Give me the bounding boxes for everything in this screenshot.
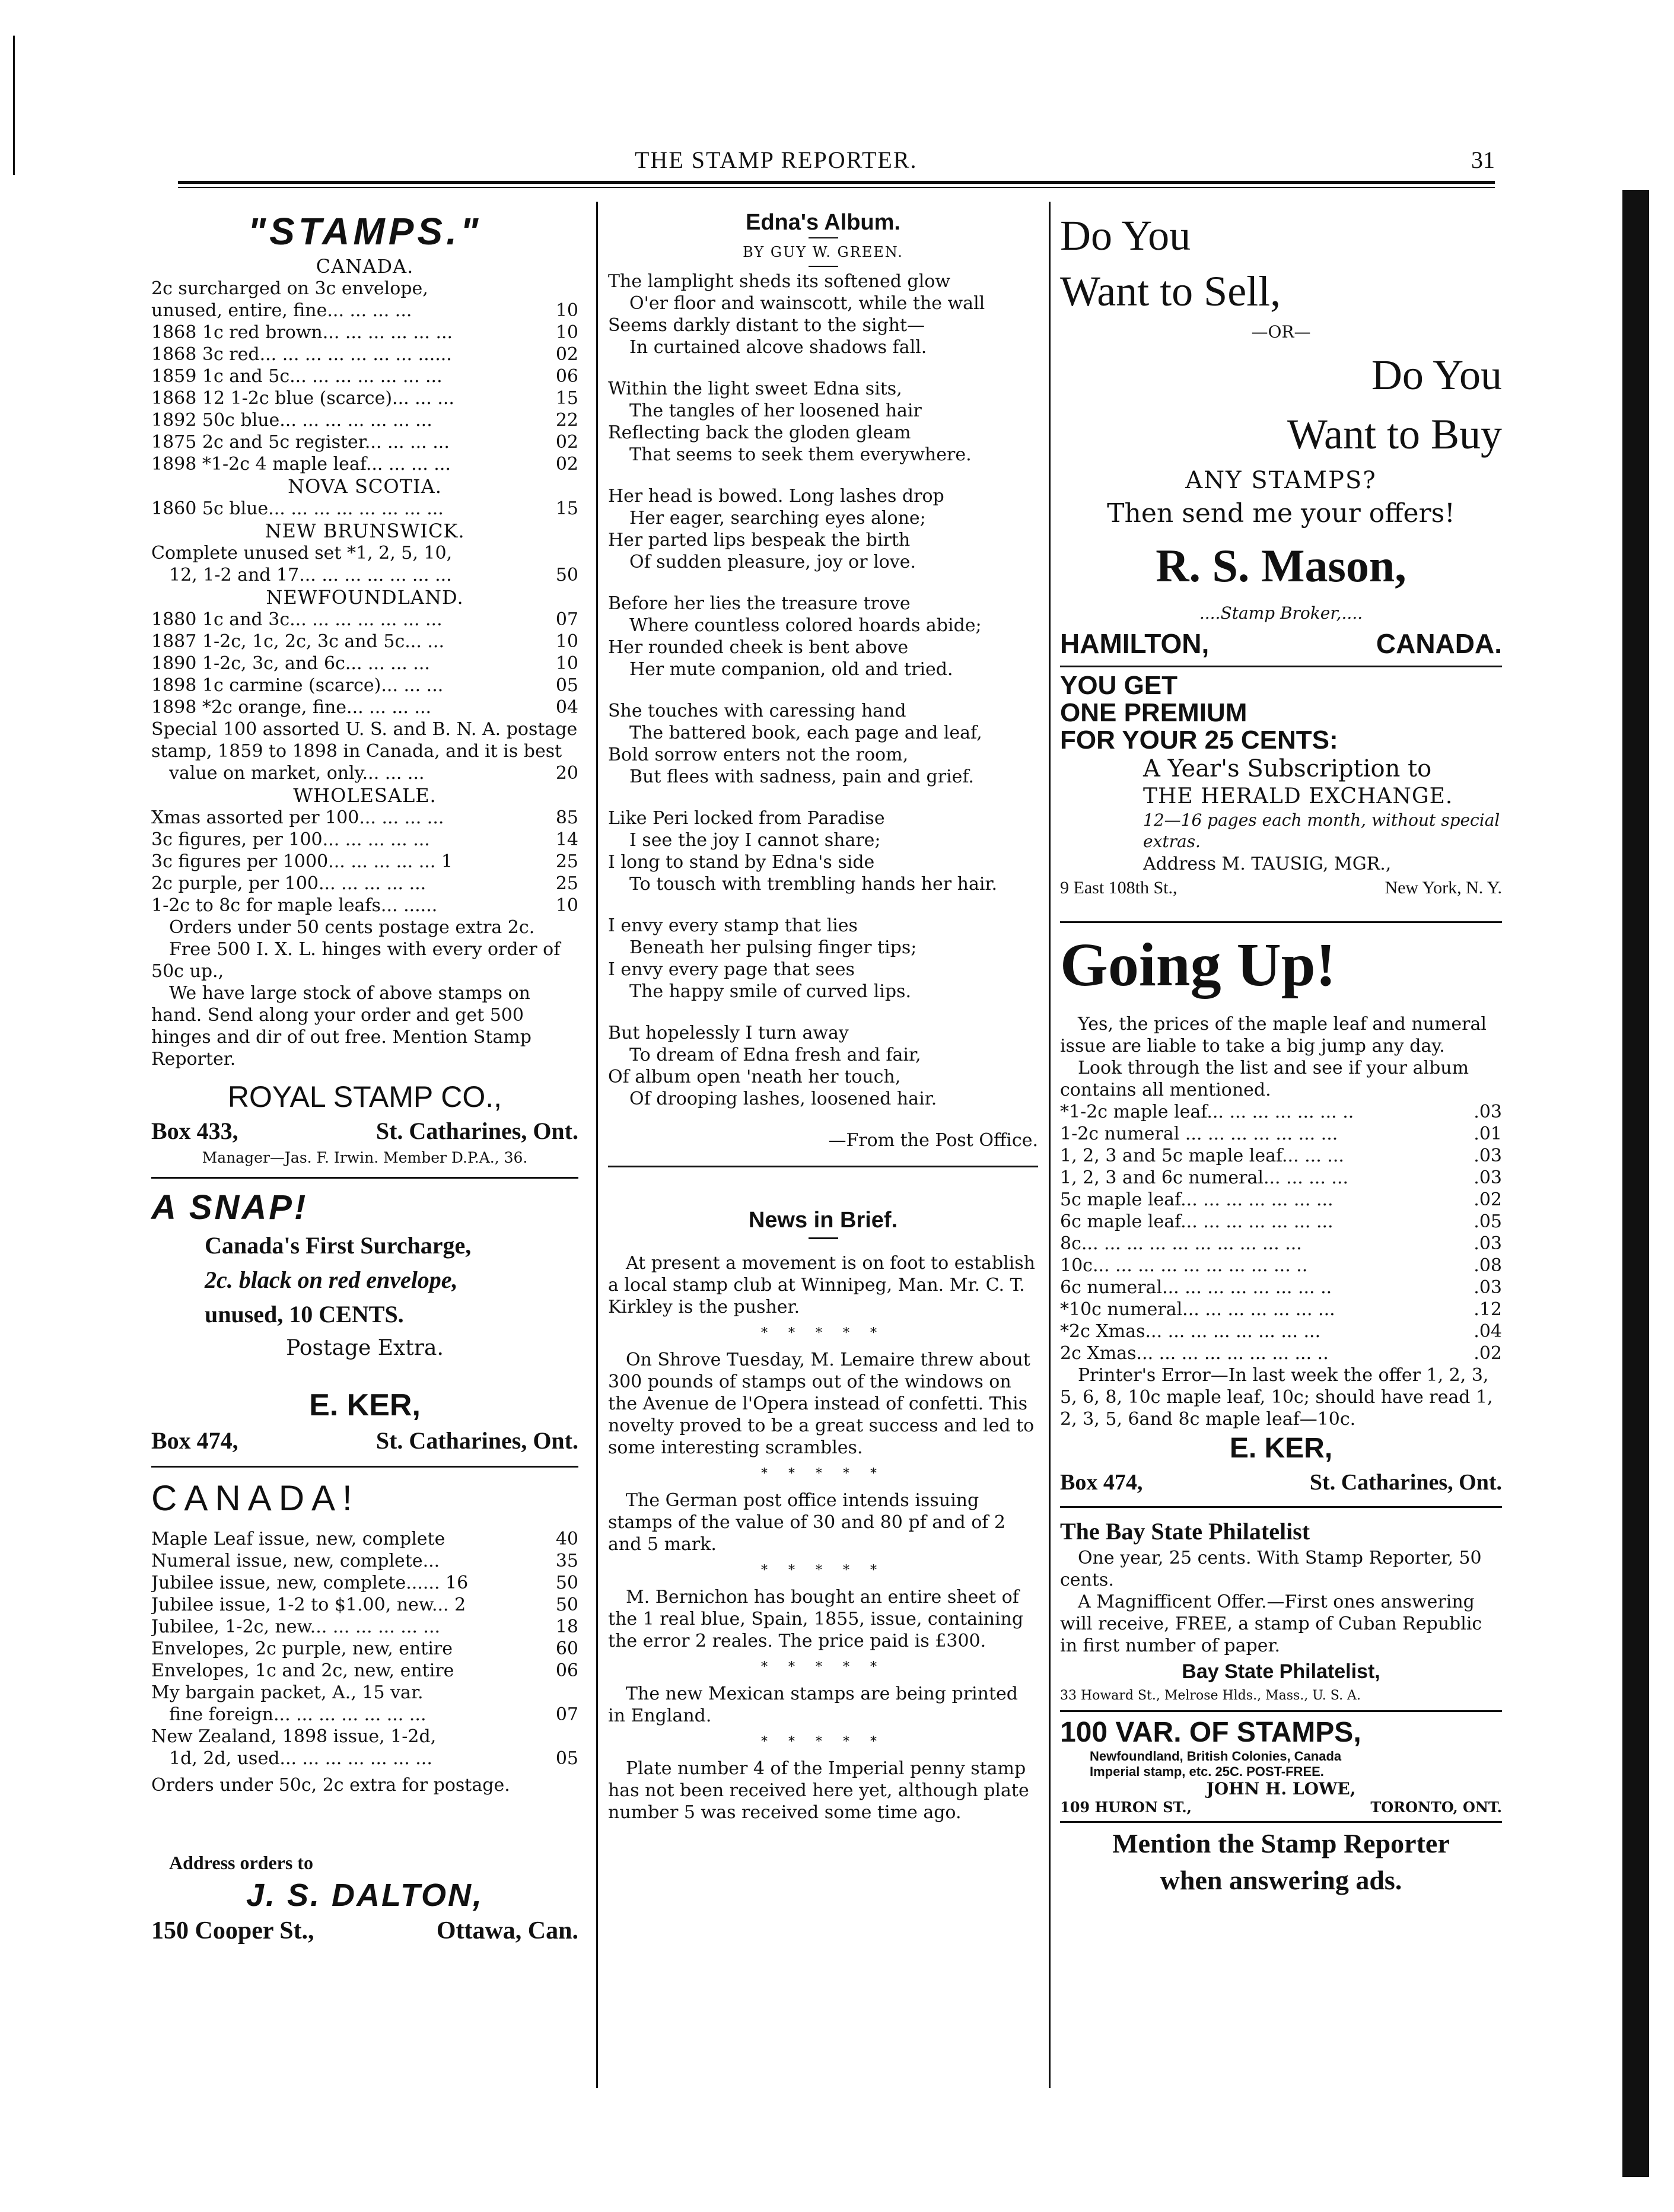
- price-item: *2c Xmas... ... ... ... ... ... ... ...: [1060, 1321, 1321, 1342]
- price-item: 1890 1-2c, 3c, and 6c... ... ... ...: [151, 653, 430, 674]
- price-item: 5c maple leaf... ... ... ... ... ... ...: [1060, 1189, 1334, 1210]
- price-row: [151, 1528, 578, 1550]
- poem-line: The happy smile of curved lips.: [629, 981, 911, 1002]
- price-row: [151, 1550, 578, 1572]
- price-value: 07: [555, 1704, 578, 1725]
- price-item: Jubilee issue, 1-2 to $1.00, new... 2: [151, 1594, 466, 1615]
- price-item: *10c numeral... ... ... ... ... ... ...: [1060, 1299, 1335, 1320]
- poem-line: I envy every stamp that lies: [608, 915, 858, 936]
- price-item: 3c figures per 1000... ... ... ... ... 1: [151, 851, 453, 872]
- price-item: 1, 2, 3 and 5c maple leaf... ... ...: [1060, 1145, 1344, 1166]
- premium-location: [1060, 876, 1502, 900]
- price-value: 40: [555, 1529, 578, 1549]
- price-row: [151, 453, 578, 475]
- snap-line-3: unused, 10 CENTS.: [205, 1301, 404, 1328]
- poem-stanza: [608, 485, 1038, 573]
- news-item: On Shrove Tuesday, M. Lemaire threw about 300 pounds of stamps out of the windows on the Avenue de l'Opera instead of confetti. This novelty proved to be a great success and led to some interesting scrambles.: [608, 1350, 1035, 1458]
- column-left: [151, 208, 578, 1947]
- divider: [608, 1166, 1038, 1167]
- price-value: 06: [555, 366, 578, 387]
- ker-name: E. KER,: [309, 1388, 421, 1422]
- news-title: News in Brief.: [748, 1208, 898, 1233]
- price-item: 2c Xmas... ... ... ... ... ... ... ... ..: [1060, 1343, 1329, 1364]
- price-value: .03: [1473, 1145, 1502, 1166]
- price-value: 05: [555, 1748, 578, 1769]
- canada-offer-list: [151, 1528, 578, 1682]
- var-city: TORONTO, ONT.: [1370, 1799, 1502, 1816]
- var-title: 100 VAR. OF STAMPS,: [1060, 1717, 1361, 1748]
- poem-line: Before her lies the treasure trove: [608, 593, 911, 614]
- price-item: 1859 1c and 5c... ... ... ... ... ... ...: [151, 366, 443, 387]
- orders2-note: Orders under 50c, 2c extra for postage.: [151, 1775, 510, 1796]
- price-row: [1060, 1167, 1502, 1189]
- bay-title: The Bay State Philatelist: [1060, 1518, 1310, 1545]
- nb-line: Complete unused set *1, 2, 5, 10,: [151, 543, 453, 564]
- poem-author: BY GUY W. GREEN.: [743, 244, 903, 260]
- price-item: 1892 50c blue... ... ... ... ... ... ...: [151, 410, 432, 431]
- bay-offer: A Magnifficent Offer.—First ones answering will receive, FREE, a stamp of Cuban Republic in first number of paper.: [1060, 1592, 1482, 1656]
- poem-line: I long to stand by Edna's side: [608, 852, 875, 873]
- new-zealand-price: [151, 1748, 578, 1769]
- column-divider-2: [1049, 202, 1051, 2088]
- poem-stanza: [608, 1022, 1038, 1110]
- price-value: 15: [555, 388, 578, 409]
- price-item: Jubilee issue, new, complete...... 16: [151, 1573, 469, 1593]
- nova-scotia-price-list: [151, 498, 578, 520]
- ad-then-send: Then send me your offers!: [1107, 498, 1455, 529]
- premium-line-3: FOR YOUR 25 CENTS:: [1060, 725, 1338, 755]
- price-value: .01: [1473, 1123, 1502, 1144]
- price-item: 1898 1c carmine (scarce)... ... ...: [151, 675, 444, 696]
- premium-line-2: ONE PREMIUM: [1060, 698, 1247, 727]
- news-separator: * * * * *: [761, 1660, 885, 1675]
- price-row: [1060, 1101, 1502, 1123]
- price-value: 05: [555, 675, 578, 696]
- poem-line: O'er floor and wainscott, while the wall: [629, 293, 985, 314]
- price-item: 1868 3c red... ... ... ... ... ... ... ......: [151, 344, 452, 365]
- poem-line: The lamplight sheds its softened glow: [608, 271, 950, 292]
- price-value: .12: [1473, 1299, 1502, 1320]
- poem-stanza: [608, 700, 1038, 788]
- poem-line: She touches with caressing hand: [608, 701, 906, 721]
- bay-text: One year, 25 cents. With Stamp Reporter, 50 cents.: [1060, 1548, 1482, 1590]
- news-item: M. Bernichon has bought an entire sheet of the 1 real blue, Spain, 1855, issue, containing the error 2 reales. The price paid is £300.: [608, 1587, 1024, 1651]
- premium-address: Address M. TAUSIG, MGR.,: [1143, 854, 1392, 874]
- nova-scotia-head: NOVA SCOTIA.: [288, 475, 442, 498]
- news-separator: * * * * *: [761, 1466, 885, 1481]
- price-item: *1-2c maple leaf... ... ... ... ... ... ..: [1060, 1102, 1354, 1122]
- orders-note: Orders under 50 cents postage extra 2c.: [169, 917, 535, 938]
- bargain-price: [151, 1704, 578, 1726]
- wholesale-price-list: [151, 807, 578, 916]
- dalton-street: 150 Cooper St.,: [151, 1917, 314, 1944]
- going-price-list: [1060, 1101, 1502, 1364]
- price-row: [1060, 1255, 1502, 1277]
- price-row: [1060, 1211, 1502, 1233]
- price-row: [151, 498, 578, 520]
- poem-line: Seems darkly distant to the sight—: [608, 315, 925, 336]
- price-value: 10: [555, 653, 578, 674]
- price-row: [151, 1660, 578, 1682]
- price-row: [151, 609, 578, 631]
- price-value: 10: [555, 895, 578, 916]
- price-value: 25: [555, 873, 578, 894]
- price-item: fine foreign... ... ... ... ... ... ...: [169, 1704, 427, 1725]
- dalton-city: Ottawa, Can.: [436, 1917, 578, 1944]
- price-value: 15: [555, 498, 578, 519]
- price-row: [151, 829, 578, 851]
- dalton-name: J. S. DALTON,: [246, 1877, 484, 1913]
- royal-stamp-name: ROYAL STAMP CO.,: [227, 1080, 502, 1113]
- price-row: [169, 1748, 578, 1769]
- price-row: [169, 1704, 578, 1726]
- special-offer: Special 100 assorted U. S. and B. N. A. postage stamp, 1859 to 1898 in Canada, and it is best: [151, 719, 578, 762]
- poem-line: Of album open 'neath her touch,: [608, 1067, 901, 1087]
- poem-line: I envy every page that sees: [608, 959, 855, 980]
- bay-name: Bay State Philatelist,: [1182, 1660, 1380, 1683]
- page-header: THE STAMP REPORTER.: [635, 147, 918, 173]
- royal-box: Box 433,: [151, 1118, 238, 1144]
- price-value: .04: [1473, 1321, 1502, 1342]
- price-row: [151, 674, 578, 696]
- price-item: unused, entire, fine... ... ... ...: [151, 300, 412, 321]
- royal-manager: Manager—Jas. F. Irwin. Member D.P.A., 36.: [202, 1149, 528, 1166]
- poem-line: Her eager, searching eyes alone;: [629, 508, 926, 529]
- poem-line: Of sudden pleasure, joy or love.: [629, 552, 916, 572]
- ad-or: —OR—: [1251, 322, 1311, 342]
- poem-body: [608, 270, 1038, 1110]
- premium-line-1: YOU GET: [1060, 671, 1178, 700]
- poem-line: To tousch with trembling hands her hair.: [629, 874, 998, 895]
- price-value: .03: [1473, 1277, 1502, 1298]
- price-row: [1060, 1145, 1502, 1167]
- ad-any-stamps: ANY STAMPS?: [1185, 467, 1377, 494]
- going-error: Printer's Error—In last week the offer 1, 2, 3, 5, 6, 8, 10c maple leaf, 10c; should have read 1, 2, 3, 5, 6and 8c maple leaf—10c.: [1060, 1365, 1493, 1430]
- poem-stanza: [608, 807, 1038, 895]
- poem-stanza: [608, 593, 1038, 680]
- price-value: 25: [555, 851, 578, 872]
- news-separator: * * * * *: [761, 1563, 885, 1578]
- bay-address: 33 Howard St., Melrose Hlds., Mass., U. S. A.: [1060, 1688, 1361, 1703]
- price-item: 1898 *1-2c 4 maple leaf... ... ... ...: [151, 454, 451, 475]
- price-row: [151, 1572, 578, 1594]
- price-row: [151, 653, 578, 674]
- price-row: [1060, 1233, 1502, 1255]
- price-value: 50: [555, 1573, 578, 1593]
- poem-line: Bold sorrow enters not the room,: [608, 744, 909, 765]
- left-margin-mark: [13, 36, 15, 175]
- poem-stanza: [608, 915, 1038, 1002]
- price-value: 07: [555, 609, 578, 630]
- price-value: .03: [1473, 1102, 1502, 1122]
- premium-sub: A Year's Subscription to: [1143, 755, 1432, 782]
- address-label: Address orders to: [169, 1852, 313, 1873]
- price-row: [151, 1638, 578, 1660]
- poem-line: In curtained alcove shadows fall.: [629, 337, 927, 358]
- price-value: 50: [555, 565, 578, 585]
- price-row: [151, 895, 578, 916]
- price-item: 1d, 2d, used... ... ... ... ... ... ...: [169, 1748, 432, 1769]
- price-row: [1060, 1189, 1502, 1211]
- new-zealand-line: New Zealand, 1898 issue, 1-2d,: [151, 1726, 437, 1747]
- price-value: 02: [555, 344, 578, 365]
- price-item: Maple Leaf issue, new, complete: [151, 1529, 445, 1549]
- poem-line: Where countless colored hoards abide;: [629, 615, 982, 636]
- canada2-title: CANADA!: [151, 1478, 359, 1518]
- price-item: 1860 5c blue... ... ... ... ... ... ... ...: [151, 498, 444, 519]
- poem-line: Beneath her pulsing finger tips;: [629, 937, 917, 958]
- poem-line: Like Peri locked from Paradise: [608, 808, 885, 829]
- price-row: [1060, 1320, 1502, 1342]
- price-row: [151, 343, 578, 365]
- price-row: [1060, 1277, 1502, 1298]
- premium-paper: THE HERALD EXCHANGE.: [1143, 784, 1453, 809]
- price-row: [151, 387, 578, 409]
- hinges-note: Free 500 I. X. L. hinges with every order of 50c up.,: [151, 939, 561, 982]
- price-item: 10c... ... ... ... ... ... ... ... ... ..: [1060, 1255, 1308, 1276]
- canada-head: CANADA.: [316, 255, 414, 278]
- stamps-title: "STAMPS.": [247, 210, 482, 253]
- snap-postage: Postage Extra.: [286, 1336, 444, 1360]
- newfoundland-price-list: [151, 609, 578, 718]
- royal-address: [151, 1115, 578, 1147]
- news-item: At present a movement is on foot to establish a local stamp club at Winnipeg, Man. Mr. C. T. Kirkley is the pusher.: [608, 1253, 1035, 1317]
- ad-want-sell: Want to Sell,: [1060, 268, 1281, 315]
- divider: [1060, 1506, 1502, 1508]
- price-item: 1-2c to 8c for maple leafs... ......: [151, 895, 438, 916]
- price-value: 50: [555, 1594, 578, 1615]
- mason-location: [1060, 625, 1502, 662]
- poem-line: That seems to seek them everywhere.: [629, 444, 972, 465]
- poem-stanza: [608, 378, 1038, 466]
- divider: [151, 1177, 578, 1179]
- price-item: 1868 12 1-2c blue (scarce)... ... ...: [151, 388, 454, 409]
- premium-street: 9 East 108th St.,: [1060, 878, 1177, 897]
- var-street: 109 HURON ST.,: [1060, 1799, 1192, 1816]
- price-value: .05: [1473, 1211, 1502, 1232]
- news-separator: * * * * *: [761, 1326, 885, 1341]
- newfoundland-head: NEWFOUNDLAND.: [266, 586, 464, 609]
- dalton-address: [151, 1915, 578, 1947]
- bargain-line: My bargain packet, A., 15 var.: [151, 1682, 424, 1703]
- price-value: 20: [555, 763, 578, 784]
- price-row: [1060, 1342, 1502, 1364]
- price-value: 02: [555, 454, 578, 475]
- price-value: 85: [555, 807, 578, 828]
- page-number: 31: [1471, 147, 1495, 173]
- canada-price-list: [151, 300, 578, 475]
- price-item: Envelopes, 1c and 2c, new, entire: [151, 1660, 454, 1681]
- poem-line: The battered book, each page and leaf,: [629, 723, 982, 743]
- price-value: 06: [555, 1660, 578, 1681]
- divider: [1060, 1710, 1502, 1712]
- price-row: [151, 365, 578, 387]
- poem-line: But flees with sadness, pain and grief.: [629, 766, 974, 787]
- price-row: [151, 300, 578, 322]
- ker2-address: [1060, 1467, 1502, 1498]
- price-value: 35: [555, 1551, 578, 1571]
- wholesale-head: WHOLESALE.: [293, 784, 437, 807]
- ker-address: [151, 1424, 578, 1457]
- ker2-box: Box 474,: [1060, 1470, 1143, 1495]
- poem-line: Within the light sweet Edna sits,: [608, 378, 902, 399]
- price-value: 18: [555, 1616, 578, 1637]
- price-value: .08: [1473, 1255, 1502, 1276]
- going-look: Look through the list and see if your album contains all mentioned.: [1060, 1058, 1469, 1100]
- poem-line: But hopelessly I turn away: [608, 1023, 849, 1043]
- price-value: .03: [1473, 1233, 1502, 1254]
- mason-country: CANADA.: [1376, 628, 1502, 659]
- poem-line: Her rounded cheek is bent above: [608, 637, 909, 658]
- price-item: value on market, only... ... ...: [169, 763, 425, 784]
- column-middle: [608, 208, 1038, 1823]
- price-value: 02: [555, 432, 578, 453]
- var-name: JOHN H. LOWE,: [1206, 1779, 1356, 1799]
- price-item: 2c purple, per 100... ... ... ... ...: [151, 873, 427, 894]
- price-item: 1898 *2c orange, fine... ... ... ...: [151, 697, 432, 718]
- snap-line-2: 2c. black on red envelope,: [205, 1266, 458, 1293]
- mention-line-1: Mention the Stamp Reporter: [1112, 1828, 1450, 1858]
- price-row: [151, 807, 578, 829]
- price-row: [151, 1594, 578, 1616]
- royal-city: St. Catharines, Ont.: [375, 1118, 578, 1144]
- price-item: Jubilee, 1-2c, new... ... ... ... ... ...: [151, 1616, 441, 1637]
- divider: [151, 1466, 578, 1468]
- new-brunswick-head: NEW BRUNSWICK.: [265, 520, 465, 542]
- price-row: [151, 322, 578, 343]
- price-row: [151, 696, 578, 718]
- ker2-city: St. Catharines, Ont.: [1309, 1470, 1502, 1495]
- price-item: 1880 1c and 3c... ... ... ... ... ... ...: [151, 609, 443, 630]
- price-item: 1-2c numeral ... ... ... ... ... ... ...: [1060, 1123, 1338, 1144]
- poem-line: Her parted lips bespeak the birth: [608, 530, 911, 550]
- price-row: [1060, 1123, 1502, 1145]
- mason-role: ....Stamp Broker,....: [1199, 603, 1363, 623]
- price-item: 12, 1-2 and 17... ... ... ... ... ... ...: [169, 565, 452, 585]
- header-rule: [178, 181, 1495, 184]
- price-value: .02: [1473, 1343, 1502, 1364]
- price-row: [151, 631, 578, 653]
- premium-city: New York, N. Y.: [1385, 878, 1502, 897]
- price-row: [151, 851, 578, 873]
- poem-line: Reflecting back the gloden gleam: [608, 422, 911, 443]
- price-item: Numeral issue, new, complete...: [151, 1551, 440, 1571]
- divider: [1060, 666, 1502, 667]
- mention-line-2: when answering ads.: [1160, 1865, 1402, 1895]
- column-divider-1: [596, 202, 598, 2088]
- poem-source: —From the Post Office.: [828, 1130, 1038, 1151]
- price-item: 1868 1c red brown... ... ... ... ... ...: [151, 322, 453, 343]
- price-item: 6c maple leaf... ... ... ... ... ... ...: [1060, 1211, 1334, 1232]
- price-value: .02: [1473, 1189, 1502, 1210]
- var-line-2: Imperial stamp, etc. 25C. POST-FREE.: [1090, 1764, 1324, 1779]
- price-row: [169, 564, 578, 586]
- price-item: 3c figures, per 100... ... ... ... ...: [151, 829, 430, 850]
- poem-line: The tangles of her loosened hair: [629, 400, 922, 421]
- ad-do-you-2: Do You: [1371, 351, 1502, 399]
- poem-line: To dream of Edna fresh and fair,: [629, 1045, 921, 1065]
- price-item: Xmas assorted per 100... ... ... ...: [151, 807, 444, 828]
- price-row: [151, 873, 578, 895]
- ad-do-you-1: Do You: [1060, 212, 1191, 259]
- price-row: [169, 762, 578, 784]
- poem-line: Her mute companion, old and tried.: [629, 659, 953, 680]
- price-value: 10: [555, 322, 578, 343]
- price-item: Envelopes, 2c purple, new, entire: [151, 1638, 453, 1659]
- price-value: 10: [555, 631, 578, 652]
- news-item: The new Mexican stamps are being printed in England.: [608, 1683, 1018, 1726]
- var-address: [1060, 1799, 1502, 1816]
- divider: [1060, 921, 1502, 923]
- price-value: 10: [555, 300, 578, 321]
- ad-want-buy: Want to Buy: [1287, 410, 1502, 458]
- poem-line: Of drooping lashes, loosened hair.: [629, 1089, 937, 1109]
- snap-line-1: Canada's First Surcharge,: [205, 1232, 472, 1259]
- news-items: [608, 1252, 1038, 1823]
- poem-title: Edna's Album.: [746, 210, 900, 235]
- price-row: [151, 409, 578, 431]
- price-value: 22: [555, 410, 578, 431]
- price-value: 04: [555, 697, 578, 718]
- new-brunswick-price-list: [151, 564, 578, 586]
- poem-line: Her head is bowed. Long lashes drop: [608, 486, 944, 507]
- going-up-title: Going Up!: [1060, 931, 1336, 999]
- price-row: [151, 431, 578, 453]
- divider: [1060, 1821, 1502, 1823]
- ker-city: St. Catharines, Ont.: [375, 1427, 578, 1454]
- header-rule-thin: [178, 187, 1495, 188]
- premium-pages: 12—16 pages each month, without special extras.: [1143, 810, 1500, 851]
- news-item: The German post office intends issuing stamps of the value of 30 and 80 pf and of 2 and 5 mark.: [608, 1490, 1005, 1555]
- special-price: [151, 762, 578, 784]
- price-row: [151, 1616, 578, 1638]
- price-row: [1060, 1298, 1502, 1320]
- mason-name: R. S. Mason,: [1156, 540, 1406, 591]
- price-value: .03: [1473, 1167, 1502, 1188]
- var-line-1: Newfoundland, British Colonies, Canada: [1090, 1749, 1342, 1764]
- ker2-name: E. KER,: [1229, 1433, 1333, 1464]
- canada-intro: 2c surcharged on 3c envelope,: [151, 278, 428, 299]
- snap-title: A SNAP!: [151, 1188, 308, 1227]
- poem-stanza: [608, 270, 1038, 358]
- poem-line: I see the joy I cannot share;: [629, 830, 881, 851]
- price-item: 1887 1-2c, 1c, 2c, 3c and 5c... ...: [151, 631, 445, 652]
- column-right: [1060, 208, 1502, 1899]
- price-item: 6c numeral... ... ... ... ... ... ... ..: [1060, 1277, 1332, 1298]
- right-edge-bar: [1622, 190, 1649, 2177]
- mason-city: HAMILTON,: [1060, 628, 1210, 659]
- price-value: 60: [555, 1638, 578, 1659]
- going-intro: Yes, the prices of the maple leaf and numeral issue are liable to take a big jump any day.: [1060, 1014, 1487, 1056]
- news-item: Plate number 4 of the Imperial penny stamp has not been received here yet, although plate number 5 was received some time ago.: [608, 1758, 1029, 1823]
- news-separator: * * * * *: [761, 1734, 885, 1749]
- ker-box: Box 474,: [151, 1427, 238, 1454]
- stock-note: We have large stock of above stamps on hand. Send along your order and get 500 hinges and dir of out free. Mention Stamp Reporter.: [151, 983, 532, 1070]
- price-item: 1875 2c and 5c register... ... ... ...: [151, 432, 450, 453]
- price-item: 1, 2, 3 and 6c numeral... ... ... ...: [1060, 1167, 1349, 1188]
- price-item: 8c... ... ... ... ... ... ... ... ... ...: [1060, 1233, 1302, 1254]
- price-value: 14: [555, 829, 578, 850]
